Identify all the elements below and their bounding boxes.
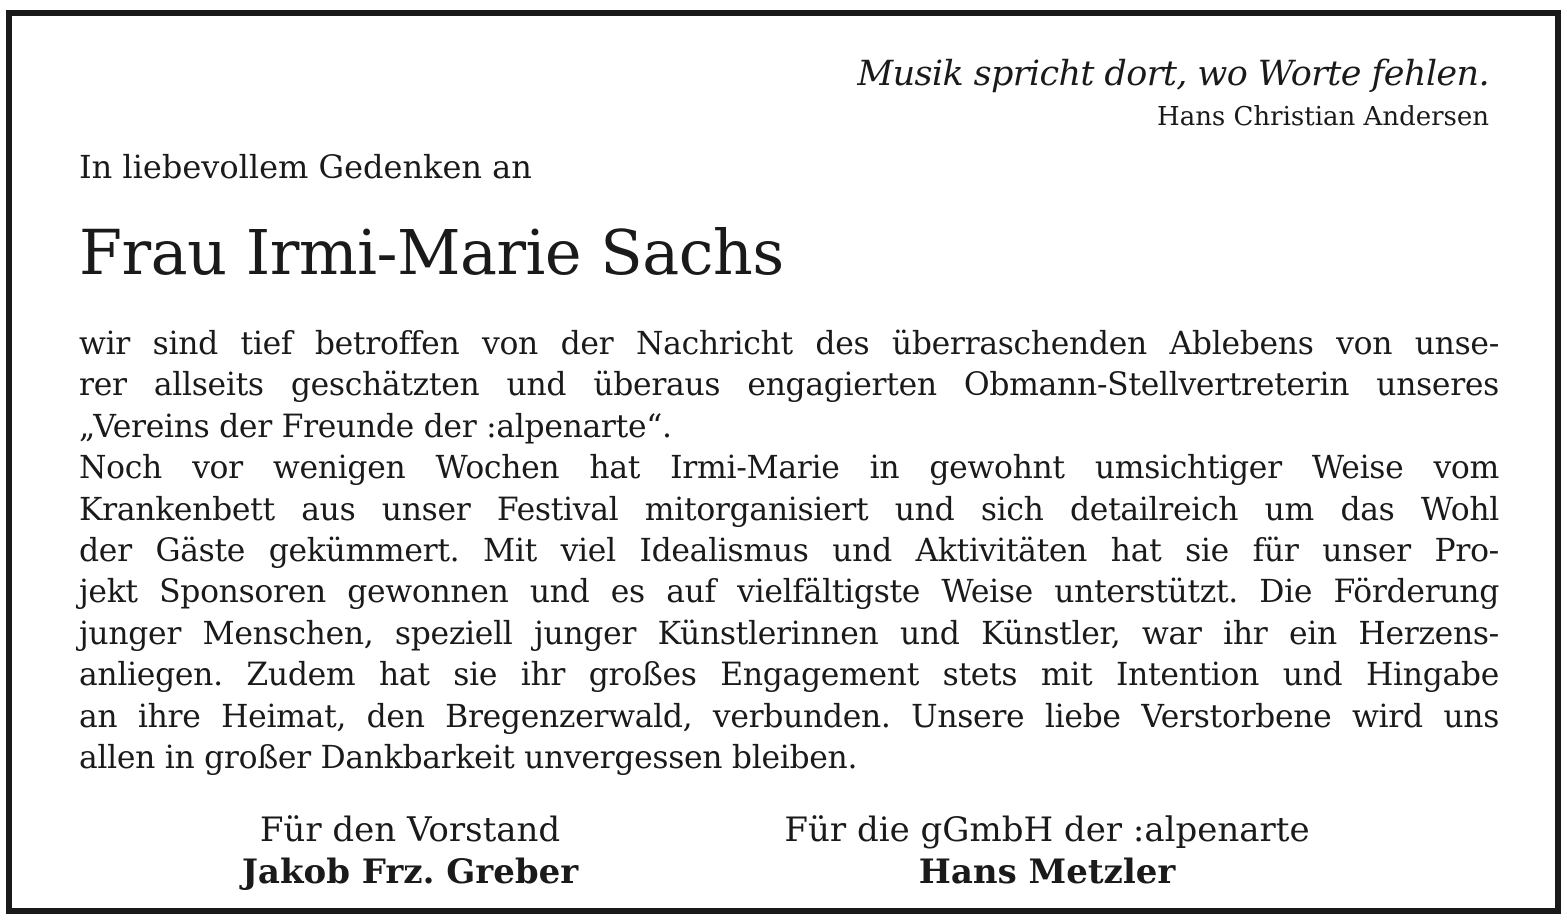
body-line: der Gäste gekümmert. Mit viel Idealismus und Aktivitäten hat sie für unser Pro- (79, 533, 1499, 570)
signature-role: Für die gGmbH der :alpenarte (784, 810, 1310, 850)
signature-company (757, 809, 1337, 893)
signature-name: Jakob Frz. Greber (241, 852, 579, 892)
body-line: „Vereins der Freunde der :alpenarte“. (79, 408, 672, 445)
body-line: Krankenbett aus unser Festival mitorganisiert und sich detailreich um das Wohl (79, 491, 1499, 528)
deceased-name: Frau Irmi-Marie Sachs (79, 216, 784, 289)
body-line: allen in großer Dankbarkeit unvergessen bleiben. (79, 740, 858, 777)
epigraph-author: Hans Christian Andersen (1157, 102, 1489, 132)
body-text (79, 324, 1499, 779)
body-line: wir sind tief betroffen von der Nachricht des überraschenden Ablebens von unse- (79, 326, 1499, 362)
body-line: Noch vor wenigen Wochen hat Irmi-Marie in gewohnt umsichtiger Weise vom (79, 450, 1499, 487)
signature-board (180, 809, 640, 893)
body-line: junger Menschen, speziell junger Künstlerinnen und Künstler, war ihr ein Herzens- (79, 615, 1499, 652)
body-line: an ihre Heimat, den Bregenzerwald, verbunden. Unsere liebe Verstorbene wird uns (79, 698, 1499, 735)
body-line: jekt Sponsoren gewonnen und es auf vielfältigste Weise unterstützt. Die Förderung (79, 574, 1499, 611)
body-line: anliegen. Zudem hat sie ihr großes Engagement stets mit Intention und Hingabe (79, 657, 1499, 694)
body-line: rer allseits geschätzten und überaus engagierten Obmann-Stellvertreterin unseres (79, 367, 1499, 404)
signature-role: Für den Vorstand (259, 810, 561, 850)
signature-name: Hans Metzler (918, 852, 1176, 892)
intro-line: In liebevollem Gedenken an (79, 148, 532, 186)
obituary-notice (6, 10, 1561, 914)
epigraph-quote: Musik spricht dort, wo Worte fehlen. (857, 54, 1489, 94)
